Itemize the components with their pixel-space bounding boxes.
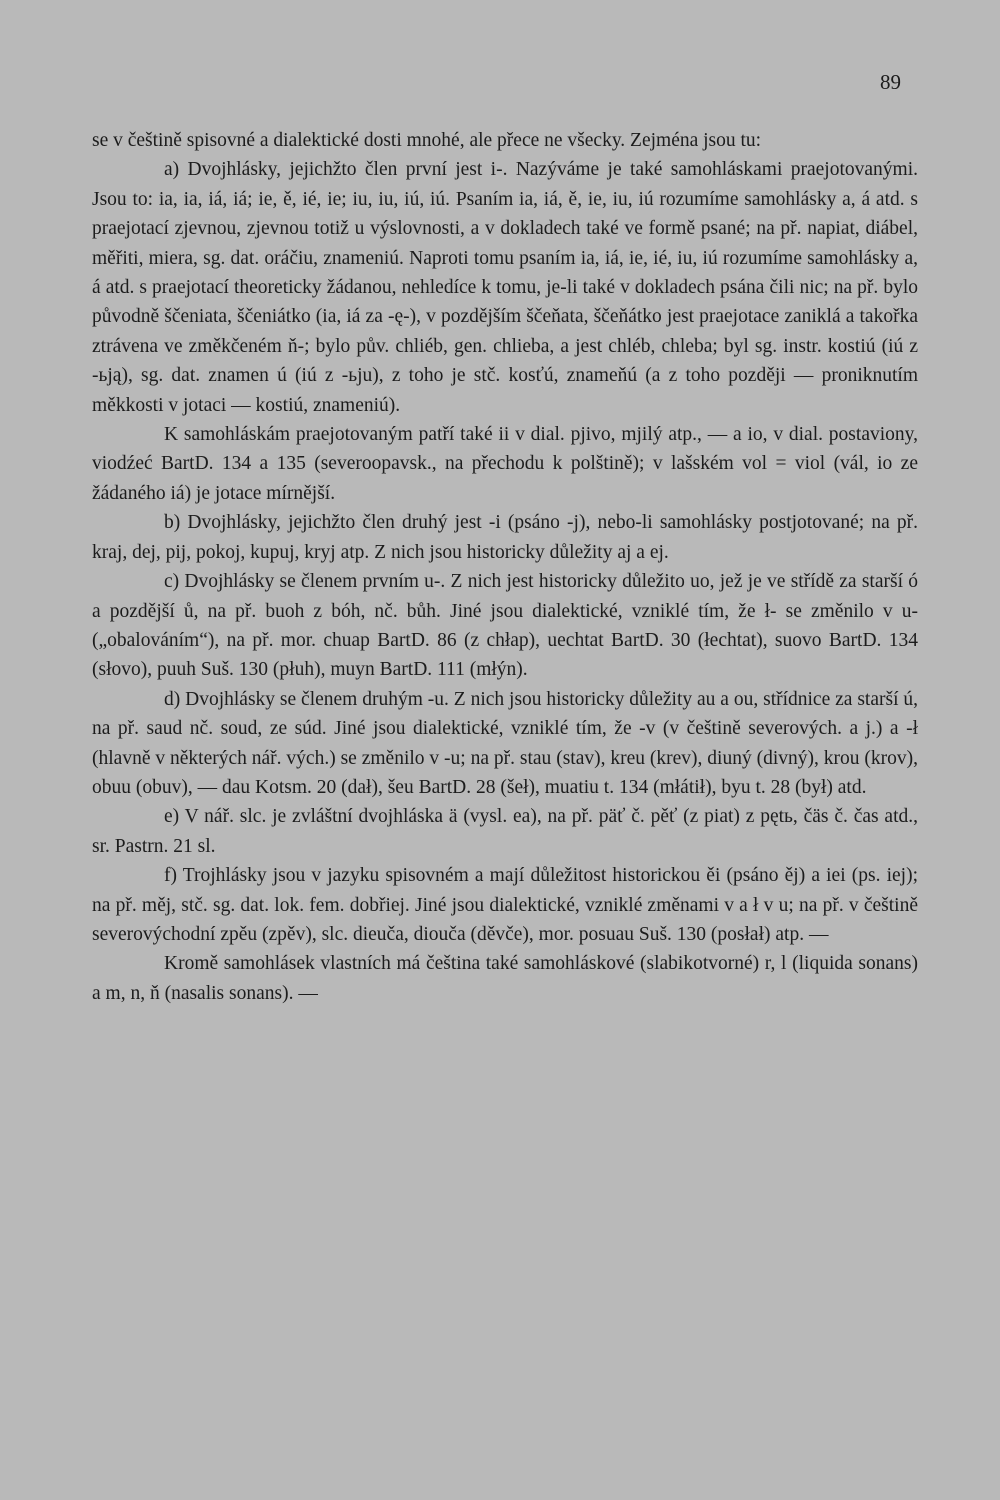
- paragraph-c: c) Dvojhlásky se členem prvním u-. Z nich jest historicky důležito uo, jež je ve střídě za starší ó a pozdější ů, na př. buoh z bóh, nč. bůh. Jiné jsou dialektické, vzniklé tím, že ł- se změnilo v u- („obalováním“), na př. mor. chuap BartD. 86 (z chłap), uechtat BartD. 30 (łechtat), suovo BartD. 134 (słovo), puuh Suš. 130 (płuh), muyn BartD. 111 (młýn).: [92, 571, 918, 681]
- paragraph-e: e) V nář. slc. je zvláštní dvojhláska ä (vysl. ea), na př. päť č. pěť (z piat) z pętь, čäs č. čas atd., sr. Pastrn. 21 sl.: [92, 806, 918, 857]
- body-text: [92, 126, 918, 1008]
- paragraph-a-continued: K samohláskám praejotovaným patří také ii v dial. pjivo, mjilý atp., — a io, v dial. postaviony, viodźeć BartD. 134 a 135 (severoopavsk., na přechodu k polštině); v lašském vol = viol (vál, io ze žádaného iá) je jotace mírnější.: [92, 424, 918, 504]
- paragraph-f: f) Trojhlásky jsou v jazyku spisovném a mají důležitost historickou ěi (psáno ěj) a iei (ps. iej); na př. měj, stč. sg. dat. lok. fem. dobřiej. Jiné jsou dialektické, vzniklé změnami v a ł v u; na př. v češtině severovýchodní zpěu (zpěv), slc. dieuča, diouča (děvče), mor. posuau Suš. 130 (posłał) atp. —: [92, 865, 918, 945]
- page-number: 89: [880, 70, 901, 94]
- paragraph-intro: se v češtině spisovné a dialektické dosti mnohé, ale přece ne všecky. Zejména jsou tu:: [92, 130, 762, 151]
- paragraph-syllabic: Kromě samohlásek vlastních má čeština také samohláskové (slabikotvorné) r, l (liquida sonans) a m, n, ň (nasalis sonans). —: [92, 953, 918, 1004]
- paragraph-b: b) Dvojhlásky, jejichžto člen druhý jest -i (psáno -j), nebo-li samohlásky postjotované; na př. kraj, dej, pij, pokoj, kupuj, kryj atp. Z nich jsou historicky důležity aj a ej.: [92, 512, 918, 563]
- paragraph-d: d) Dvojhlásky se členem druhým -u. Z nich jsou historicky důležity au a ou, střídnice za starší ú, na př. saud nč. soud, ze súd. Jiné jsou dialektické, vzniklé tím, že -v (v češtině severových. a j.) a -ł (hlavně v některých nář. vých.) se změnilo v -u; na př. stau (stav), kreu (krev), diuný (divný), krou (krov), obuu (obuv), — dau Kotsm. 20 (dał), šeu BartD. 28 (šeł), muatiu t. 134 (młátił), byu t. 28 (był) atd.: [92, 688, 918, 798]
- paragraph-a: a) Dvojhlásky, jejichžto člen první jest i-. Nazýváme je také samohláskami praejotovanými. Jsou to: ia, ia, iá, iá; ie, ě, ié, ie; iu, iu, iú, iú. Psaním ia, iá, ě, ie, iu, iú rozumíme samohlásky a, á atd. s praejotací zjevnou, zjevnou totiž u výslovnosti, a v dokladech také ve formě psané; na př. napiat, diábel, měřiti, miera, sg. dat. oráčiu, znameniú. Naproti tomu psaním ia, iá, ie, ié, iu, iú rozumíme samohlásky a, á atd. s praejotací theoreticky žádanou, nehledíce k tomu, je-li také v dokladech psána čili nic; na př. bylo původně ščeniata, ščeniátko (ia, iá za -ę-), v pozdějším ščeňata, ščeňátko jest praejotace zaniklá a takořka ztrávena ve změkčeném ň-; bylo pův. chliéb, gen. chlieba, a jest chléb, chleba; byl sg. instr. kostiú (iú z -ьją), sg. dat. znamen ú (iú z -ьju), z toho je stč. kosťú, znameňú (a z toho později — proniknutím měkkosti v jotaci — kostiú, znameniú).: [92, 159, 918, 416]
